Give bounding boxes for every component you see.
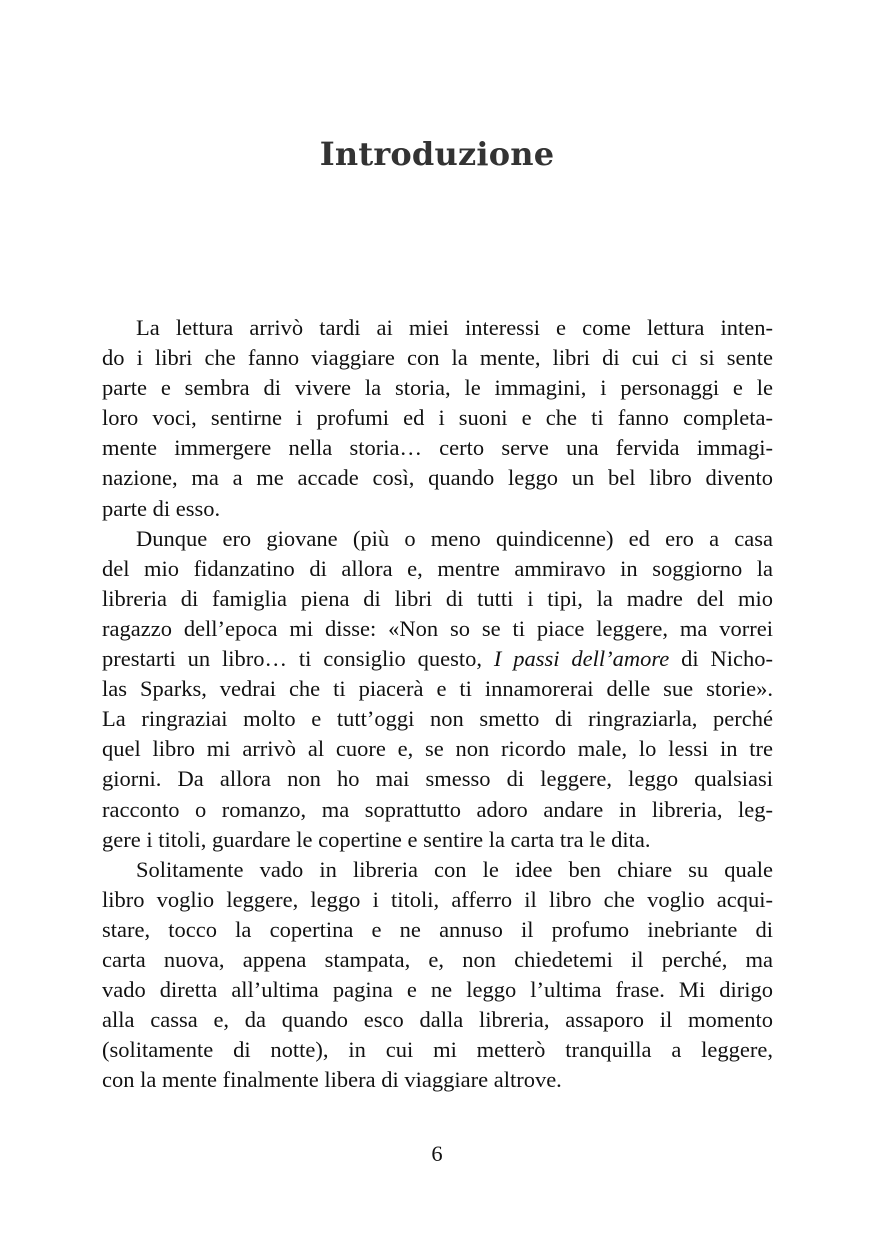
text-line: libreria di famiglia piena di libri di tutti i tipi, la madre del mio: [102, 585, 773, 611]
text-line: alla cassa e, da quando esco dalla libreria, assaporo il momento: [102, 1007, 773, 1033]
book-title: I passi dell’amore: [493, 646, 670, 672]
text-line: ragazzo dell’epoca mi disse: «Non so se ti piace leggere, ma vorrei: [102, 615, 773, 641]
text-line: gere i titoli, guardare le copertine e sentire la carta tra le dita.: [102, 826, 651, 852]
text-fragment: prestarti un libro… ti consiglio questo,: [102, 646, 494, 672]
text-line: nazione, ma a me accade così, quando leggo un bel libro divento: [102, 465, 773, 491]
text-line: do i libri che fanno viaggiare con la mente, libri di cui ci si sente: [102, 345, 773, 371]
text-line: parte di esso.: [102, 495, 221, 521]
text-line: las Sparks, vedrai che ti piacerà e ti innamorerai delle sue storie».: [102, 676, 773, 702]
text-line: La lettura arrivò tardi ai miei interessi e come lettura inten-: [136, 315, 773, 340]
text-line: con la mente finalmente libera di viaggiare altrove.: [102, 1067, 562, 1093]
text-line-with-book-title: [102, 644, 773, 674]
text-line: racconto o romanzo, ma soprattutto adoro andare in libreria, leg-: [102, 796, 773, 822]
chapter-title: Introduzione: [319, 135, 555, 173]
text-line: (solitamente di notte), in cui mi metterò tranquilla a leggere,: [102, 1037, 773, 1063]
text-line: parte e sembra di vivere la storia, le immagini, i personaggi e le: [102, 375, 773, 401]
text-line: vado diretta all’ultima pagina e ne leggo l’ultima frase. Mi dirigo: [102, 977, 773, 1003]
text-line: libro voglio leggere, leggo i titoli, afferro il libro che voglio acqui-: [102, 886, 773, 912]
text-line: La ringraziai molto e tutt’oggi non smetto di ringraziarla, perché: [102, 706, 773, 732]
text-line: quel libro mi arrivò al cuore e, se non ricordo male, lo lessi in tre: [102, 736, 773, 762]
text-line: Solitamente vado in libreria con le idee ben chiare su quale: [136, 856, 773, 882]
text-line: mente immergere nella storia… certo serve una fervida immagi-: [102, 435, 773, 461]
body-text: [102, 313, 773, 1095]
text-line: carta nuova, appena stampata, e, non chiedetemi il perché, ma: [102, 946, 773, 972]
text-line: del mio fidanzatino di allora e, mentre ammiravo in soggiorno la: [102, 555, 773, 581]
text-line: Dunque ero giovane (più o meno quindicenne) ed ero a casa: [136, 525, 773, 551]
text-line: giorni. Da allora non ho mai smesso di leggere, leggo qualsiasi: [102, 766, 773, 792]
text-fragment: di Nicho-: [669, 646, 773, 672]
text-line: stare, tocco la copertina e ne annuso il profumo inebriante di: [102, 916, 773, 942]
page-number: 6: [431, 1141, 443, 1166]
text-line: loro voci, sentirne i profumi ed i suoni e che ti fanno completa-: [102, 405, 773, 431]
